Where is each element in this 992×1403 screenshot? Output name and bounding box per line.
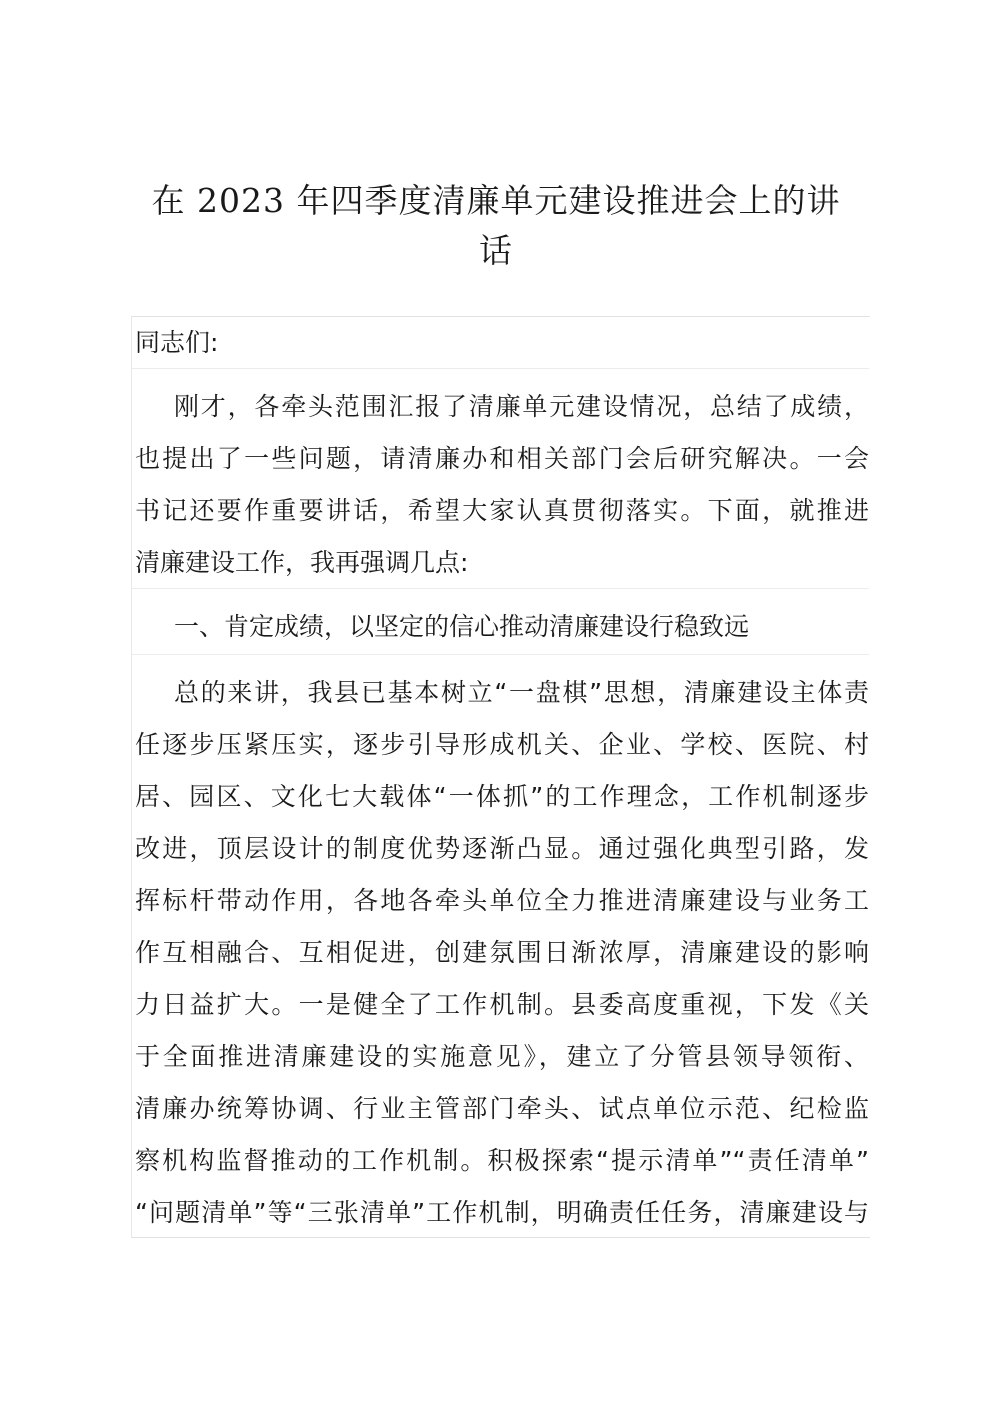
section-1-heading: 一、肯定成绩，以坚定的信心推动清廉建设行稳致远 bbox=[174, 612, 750, 641]
paragraph-2-line: 总的来讲，我县已基本树立“一盘棋”思想，清廉建设主体责 bbox=[174, 678, 869, 707]
document-title bbox=[120, 176, 872, 276]
paragraph-2-line: 察机构监督推动的工作机制。积极探索“提示清单”“责任清单” bbox=[135, 1146, 869, 1175]
paragraph-1-line: 书记还要作重要讲话，希望大家认真贯彻落实。下面，就推进 bbox=[135, 496, 869, 525]
paragraph-2-line: 清廉办统筹协调、行业主管部门牵头、试点单位示范、纪检监 bbox=[135, 1094, 869, 1123]
row-divider bbox=[131, 588, 869, 589]
title-line-2: 话 bbox=[479, 231, 513, 270]
paragraph-1-line: 刚才，各牵头范围汇报了清廉单元建设情况，总结了成绩， bbox=[174, 392, 869, 421]
title-line-1: 在 2023 年四季度清廉单元建设推进会上的讲 bbox=[151, 181, 841, 220]
paragraph-2-line: “问题清单”等“三张清单”工作机制，明确责任任务，清廉建设与 bbox=[135, 1198, 869, 1227]
paragraph-2-line: 力日益扩大。一是健全了工作机制。县委高度重视，下发《关 bbox=[135, 990, 869, 1019]
paragraph-1-line: 也提出了一些问题，请清廉办和相关部门会后研究解决。一会 bbox=[135, 444, 869, 473]
paragraph-2-line: 挥标杆带动作用，各地各牵头单位全力推进清廉建设与业务工 bbox=[135, 886, 869, 915]
paragraph-2-line: 居、园区、文化七大载体“一体抓”的工作理念，工作机制逐步 bbox=[135, 782, 869, 811]
row-divider bbox=[131, 654, 869, 655]
paragraph-2-line: 改进，顶层设计的制度优势逐渐凸显。通过强化典型引路，发 bbox=[135, 834, 869, 863]
paragraph-2-line: 于全面推进清廉建设的实施意见》，建立了分管县领导领衔、 bbox=[135, 1042, 869, 1071]
paragraph-2-line: 作互相融合、互相促进，创建氛围日渐浓厚，清廉建设的影响 bbox=[135, 938, 869, 967]
paragraph-2-line: 任逐步压紧压实，逐步引导形成机关、企业、学校、医院、村 bbox=[135, 730, 869, 759]
salutation: 同志们: bbox=[135, 328, 219, 357]
paragraph-1-line: 清廉建设工作，我再强调几点: bbox=[135, 548, 469, 577]
row-divider bbox=[131, 368, 869, 369]
